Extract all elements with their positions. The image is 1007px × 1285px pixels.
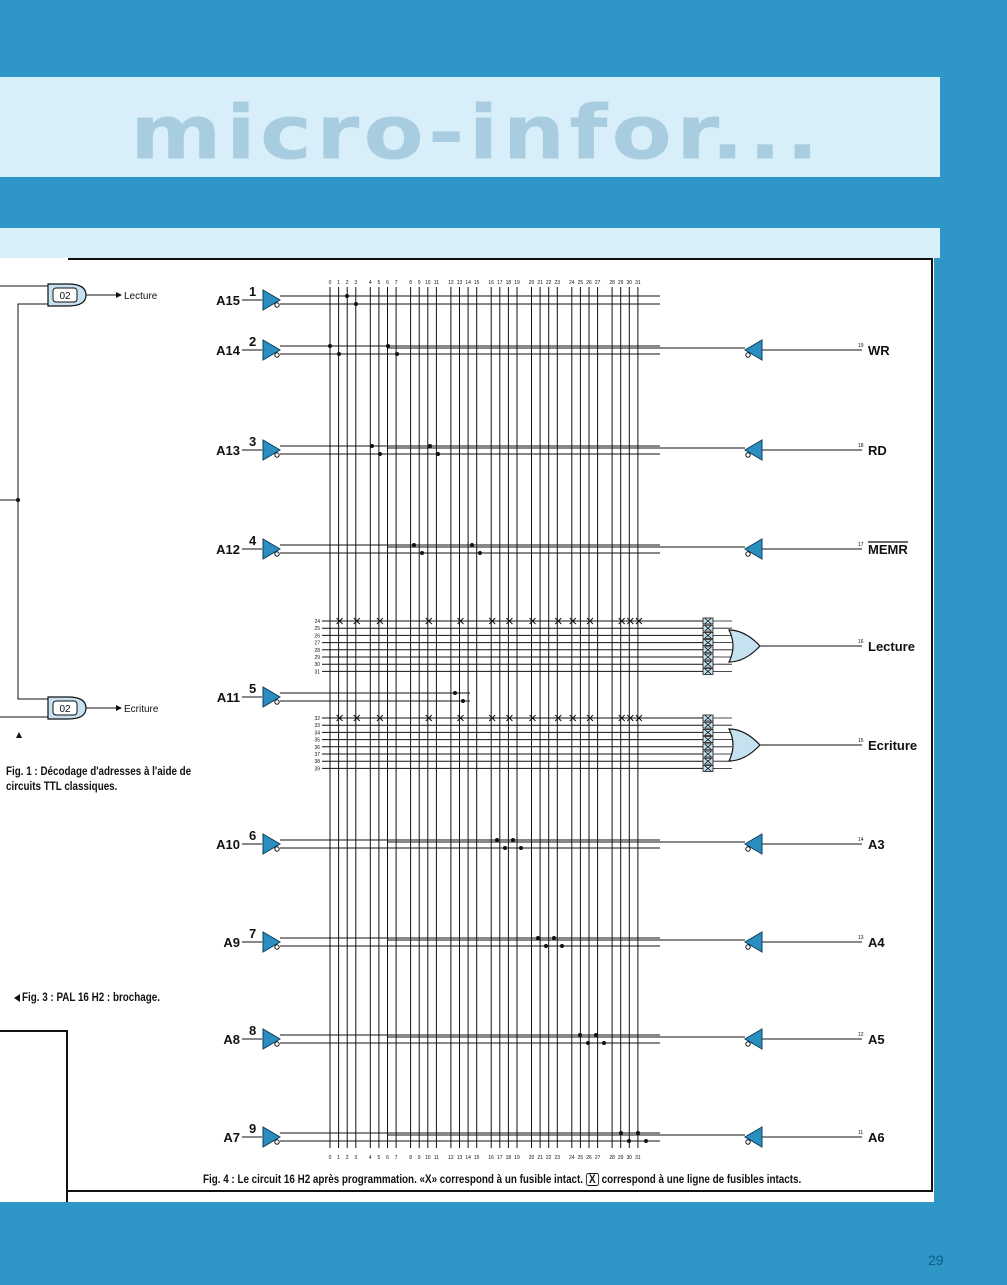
connection-dot	[412, 543, 416, 547]
input-pin-number: 9	[249, 1121, 257, 1136]
column-number-top: 29	[617, 280, 624, 286]
column-number-bottom: 24	[569, 1155, 575, 1161]
input-label-a10: A10	[216, 837, 240, 852]
connection-dot	[560, 944, 564, 948]
column-number-top: 26	[586, 280, 592, 286]
output-label-a6: A6	[868, 1130, 885, 1145]
input-label-a12: A12	[216, 542, 240, 557]
fig1-bottom-gate-label: 02	[59, 704, 71, 715]
inverter-bubble	[275, 1042, 279, 1046]
inverter-bubble	[746, 552, 750, 556]
connection-dot	[552, 936, 556, 940]
fuse-row-number: 28	[314, 647, 320, 654]
connection-dot	[511, 838, 515, 842]
column-number-top: 22	[545, 280, 552, 286]
column-number-bottom: 10	[425, 1155, 431, 1161]
column-number-bottom: 2	[345, 1155, 349, 1161]
column-number-bottom: 13	[456, 1155, 463, 1161]
column-number-top: 27	[594, 280, 601, 286]
input-pin-number: 8	[249, 1023, 257, 1038]
column-number-bottom: 5	[377, 1155, 381, 1161]
column-number-bottom: 29	[617, 1155, 624, 1161]
fuse-row-number: 27	[314, 640, 320, 647]
connection-dot	[453, 691, 457, 695]
input-pin-number: 6	[249, 828, 257, 843]
output-label-a3: A3	[868, 837, 885, 852]
output-label-ecriture: Ecriture	[868, 738, 918, 753]
fig1-wire	[18, 304, 48, 500]
column-number-top: 28	[609, 280, 615, 286]
fuse-row-number: 33	[314, 723, 320, 730]
fuse-row-number: 37	[314, 752, 320, 758]
connection-dot	[428, 444, 432, 448]
column-number-bottom: 16	[488, 1155, 494, 1161]
column-number-bottom: 18	[505, 1155, 512, 1161]
input-pin-number: 4	[249, 533, 257, 548]
column-number-top: 30	[626, 280, 633, 286]
output-pin-number: 17	[858, 542, 864, 548]
connection-dot	[420, 551, 424, 555]
fig4-caption	[203, 1172, 908, 1187]
fig1-caption-arrow-icon	[16, 732, 22, 738]
or-gate-icon	[729, 630, 760, 662]
output-pin-number: 16	[858, 639, 864, 645]
title-watermark: micro-infor...	[130, 88, 824, 177]
connection-dot	[337, 352, 341, 356]
fig1-bottom-output-label: Ecriture	[124, 704, 159, 715]
connection-dot	[602, 1041, 606, 1045]
inverter-bubble	[275, 303, 279, 307]
output-pin-number: 15	[858, 738, 864, 744]
inverter-bubble	[275, 945, 279, 949]
fig3-caption-text: Fig. 3 : PAL 16 H2 : brochage.	[22, 990, 160, 1004]
connection-dot	[461, 699, 465, 703]
output-label-rd: RD	[868, 443, 887, 458]
connection-dot	[586, 1041, 590, 1045]
input-label-a11: A11	[216, 690, 240, 705]
column-number-top: 25	[577, 280, 584, 286]
fig1-top-gate-label: 02	[59, 291, 71, 302]
fig3-caption-arrow-icon	[14, 994, 20, 1002]
column-number-bottom: 20	[528, 1155, 535, 1161]
connection-dot	[378, 452, 382, 456]
input-pin-number: 3	[249, 434, 257, 449]
column-number-top: 21	[537, 280, 543, 286]
output-label-a5: A5	[868, 1032, 885, 1047]
output-pin-number: 12	[858, 1032, 864, 1038]
fig1-top-arrow-icon	[116, 292, 122, 298]
column-number-top: 17	[497, 280, 503, 286]
column-number-top: 9	[417, 280, 421, 286]
input-label-a8: A8	[223, 1032, 240, 1047]
column-number-bottom: 7	[394, 1155, 398, 1161]
column-number-top: 4	[368, 280, 372, 286]
column-number-bottom: 3	[354, 1155, 358, 1161]
column-number-bottom: 12	[448, 1155, 454, 1161]
fig1-caption	[6, 764, 195, 794]
column-number-bottom: 14	[465, 1155, 471, 1161]
inverter-bubble	[275, 1140, 279, 1144]
column-number-bottom: 4	[368, 1155, 372, 1161]
fuse-row-number: 25	[314, 626, 320, 633]
inverter-bubble	[275, 353, 279, 357]
input-pin-number: 2	[249, 334, 257, 349]
connection-dot	[544, 944, 548, 948]
connection-dot	[370, 444, 374, 448]
output-label-a4: A4	[868, 935, 885, 950]
fuse-row-number: 26	[314, 633, 320, 640]
input-label-a7: A7	[223, 1130, 240, 1145]
fig4-caption-part2: correspond à une ligne de fusibles intacts.	[601, 1172, 802, 1186]
input-pin-number: 7	[249, 926, 257, 941]
fuse-row-number: 35	[314, 737, 320, 744]
column-number-bottom: 28	[609, 1155, 615, 1161]
column-number-top: 3	[354, 280, 358, 286]
fig3-caption	[22, 990, 161, 1005]
fig4-caption-part1: Fig. 4 : Le circuit 16 H2 après programmation. «X» correspond à un fusible intact.	[203, 1172, 584, 1186]
fuse-row-number: 30	[314, 662, 320, 669]
output-pin-number: 13	[858, 935, 864, 941]
connection-dot	[354, 302, 358, 306]
column-number-top: 11	[433, 280, 440, 286]
column-number-bottom: 15	[473, 1155, 480, 1161]
column-number-top: 18	[505, 280, 512, 286]
input-label-a9: A9	[223, 935, 240, 950]
column-number-bottom: 25	[577, 1155, 584, 1161]
column-number-bottom: 9	[417, 1155, 421, 1161]
connection-dot	[627, 1139, 631, 1143]
page-number: 29	[928, 1252, 944, 1268]
column-number-top: 23	[554, 280, 561, 286]
column-number-top: 12	[448, 280, 454, 286]
connection-dot	[503, 846, 507, 850]
fig1-junction-dot	[16, 498, 20, 502]
output-pin-number: 11	[858, 1130, 864, 1136]
connection-dot	[436, 452, 440, 456]
connection-dot	[594, 1033, 598, 1037]
column-number-top: 0	[328, 280, 332, 286]
output-label-wr: WR	[868, 343, 890, 358]
column-number-top: 24	[569, 280, 575, 286]
fuse-row-number: 32	[314, 716, 320, 722]
inverter-bubble	[275, 552, 279, 556]
fig1-bottom-arrow-icon	[116, 705, 122, 711]
output-pin-number: 18	[858, 443, 864, 449]
column-number-bottom: 21	[537, 1155, 543, 1161]
connection-dot	[519, 846, 523, 850]
column-number-bottom: 31	[635, 1155, 641, 1161]
column-number-bottom: 1	[337, 1155, 340, 1161]
connection-dot	[470, 543, 474, 547]
inverter-bubble	[275, 453, 279, 457]
inverter-bubble	[275, 700, 279, 704]
input-pin-number: 5	[249, 681, 257, 696]
column-number-top: 15	[473, 280, 480, 286]
column-number-bottom: 6	[386, 1155, 389, 1161]
output-label-memr: MEMR	[868, 542, 908, 557]
column-number-top: 7	[394, 280, 398, 286]
column-number-bottom: 8	[409, 1155, 412, 1161]
column-number-bottom: 0	[328, 1155, 332, 1161]
fuse-row-number: 36	[314, 744, 320, 751]
connection-dot	[328, 344, 332, 348]
connection-dot	[636, 1131, 640, 1135]
inverter-bubble	[746, 453, 750, 457]
fuse-line-mark: X	[586, 1173, 599, 1186]
inverter-bubble	[746, 1140, 750, 1144]
column-number-top: 13	[456, 280, 463, 286]
column-number-top: 6	[386, 280, 389, 286]
column-number-top: 19	[514, 280, 520, 286]
output-label-lecture: Lecture	[868, 639, 915, 654]
output-pin-number: 14	[858, 837, 864, 843]
connection-dot	[536, 936, 540, 940]
connection-dot	[644, 1139, 648, 1143]
column-number-bottom: 26	[586, 1155, 592, 1161]
fig1-caption-text: Fig. 1 : Décodage d'adresses à l'aide de circuits TTL classiques.	[6, 764, 192, 793]
fuse-row-number: 34	[314, 730, 320, 737]
input-label-a14: A14	[216, 343, 240, 358]
output-pin-number: 19	[858, 343, 864, 349]
input-label-a15: A15	[216, 293, 240, 308]
column-number-bottom: 19	[514, 1155, 520, 1161]
column-number-top: 14	[465, 280, 471, 286]
connection-dot	[395, 352, 399, 356]
connection-dot	[345, 294, 349, 298]
column-number-top: 16	[488, 280, 494, 286]
input-pin-number: 1	[249, 284, 257, 299]
connection-dot	[619, 1131, 623, 1135]
inverter-bubble	[746, 1042, 750, 1046]
or-gate-icon	[729, 729, 760, 761]
column-number-top: 31	[635, 280, 641, 286]
column-number-top: 8	[409, 280, 412, 286]
fuse-row-number: 29	[314, 655, 320, 661]
connection-dot	[495, 838, 499, 842]
connection-dot	[478, 551, 482, 555]
inverter-bubble	[275, 847, 279, 851]
fuse-row-number: 24	[314, 619, 320, 625]
input-label-a13: A13	[216, 443, 240, 458]
column-number-bottom: 30	[626, 1155, 633, 1161]
fuse-row-number: 39	[314, 766, 320, 773]
fig1-top-output-label: Lecture	[124, 291, 158, 302]
inverter-bubble	[746, 847, 750, 851]
column-number-bottom: 23	[554, 1155, 561, 1161]
connection-dot	[578, 1033, 582, 1037]
fuse-row-number: 31	[314, 669, 320, 676]
column-number-bottom: 22	[545, 1155, 552, 1161]
connection-dot	[386, 344, 390, 348]
inverter-bubble	[746, 353, 750, 357]
fuse-row-number: 38	[314, 759, 320, 766]
column-number-top: 10	[425, 280, 431, 286]
column-number-bottom: 27	[594, 1155, 601, 1161]
column-number-top: 1	[337, 280, 340, 286]
column-number-bottom: 17	[497, 1155, 503, 1161]
inverter-bubble	[746, 945, 750, 949]
column-number-top: 2	[345, 280, 349, 286]
column-number-top: 20	[528, 280, 535, 286]
column-number-top: 5	[377, 280, 381, 286]
column-number-bottom: 11	[433, 1155, 440, 1161]
fig1-wire	[0, 500, 48, 699]
